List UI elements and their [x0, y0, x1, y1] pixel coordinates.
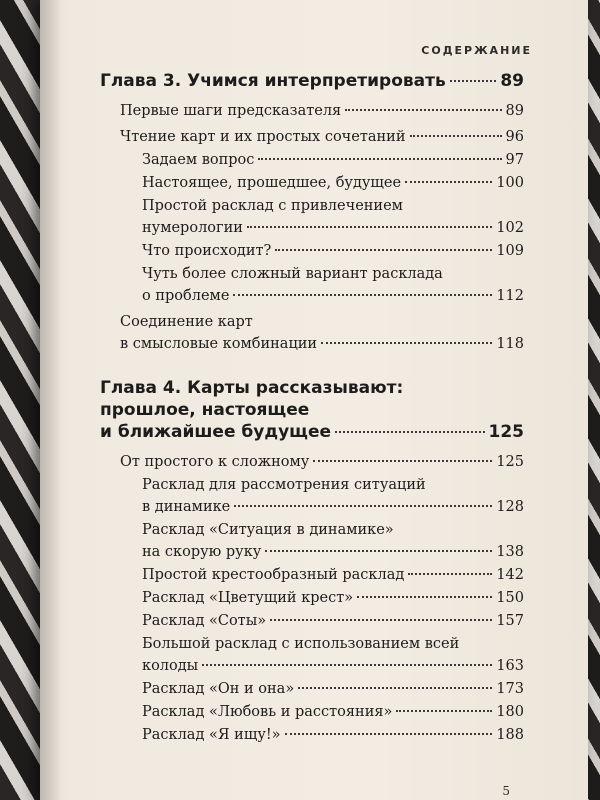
toc-subsection-page-number: 142 — [496, 567, 524, 583]
toc-subsection-page-number: 100 — [496, 175, 524, 191]
toc-subsection-text-line: Расклад «Он и она» — [142, 681, 295, 697]
toc-subsection — [142, 610, 524, 632]
toc-subsection — [142, 633, 524, 677]
dot-leader — [233, 294, 492, 296]
toc-subsection — [142, 149, 524, 171]
toc-subsection-text-line: Расклад для рассмотрения ситуаций — [142, 477, 426, 493]
toc-subsection — [142, 519, 524, 563]
toc-subsection-text-line: Что происходит? — [142, 243, 272, 259]
toc-section-page-number: 96 — [505, 129, 524, 145]
dot-leader — [234, 505, 492, 507]
toc-subsection-page-number: 180 — [496, 704, 524, 720]
book-page — [40, 0, 588, 800]
toc-subsection-text-line: Настоящее, прошедшее, будущее — [142, 175, 402, 191]
dot-leader — [357, 596, 492, 598]
dot-leader — [258, 158, 501, 160]
toc-subsection-page-number: 150 — [496, 590, 524, 606]
toc-subsection-page-number: 173 — [496, 681, 524, 697]
toc-subsection-text-line: нумерологии — [142, 220, 243, 236]
chapter-heading-text-line: и ближайшее будущее — [100, 422, 332, 442]
chapter-heading — [100, 70, 524, 92]
chapter-heading-page-number: 89 — [500, 71, 524, 91]
dot-leader — [335, 431, 484, 433]
toc-section-text-line: в смысловые комбинации — [120, 336, 318, 352]
toc-subsection-page-number: 188 — [496, 727, 524, 743]
toc-subsection-text-line: на скорую руку — [142, 544, 262, 560]
dot-leader — [408, 573, 492, 575]
toc-section-text-line: От простого к сложному — [120, 454, 310, 470]
toc-subsection — [142, 724, 524, 746]
toc-subsection — [142, 678, 524, 700]
toc-subsection — [142, 587, 524, 609]
toc-subsection-page-number: 128 — [496, 499, 524, 515]
toc-subsection-text-line: Чуть более сложный вариант расклада — [142, 266, 443, 282]
page-number: 5 — [502, 784, 510, 798]
table-of-contents — [100, 70, 524, 746]
toc-subsection-text-line: Задаем вопрос — [142, 152, 255, 168]
toc-subsection — [142, 263, 524, 307]
dot-leader — [202, 664, 492, 666]
toc-subsection — [142, 564, 524, 586]
toc-subsection-page-number: 163 — [496, 658, 524, 674]
toc-subsection-text-line: Расклад «Ситуация в динамике» — [142, 522, 394, 538]
toc-subsection-text-line: в динамике — [142, 499, 231, 515]
toc-subsection-page-number: 112 — [496, 288, 524, 304]
dot-leader — [285, 733, 493, 735]
toc-subsection — [142, 240, 524, 262]
toc-subsection-text-line: Расклад «Цветущий крест» — [142, 590, 354, 606]
dot-leader — [298, 687, 492, 689]
toc-section-page-number: 118 — [496, 336, 524, 352]
dot-leader — [410, 135, 502, 137]
toc-section-page-number: 125 — [496, 454, 524, 470]
toc-subsection-text-line: Большой расклад с использованием всей — [142, 636, 460, 652]
toc-subsection — [142, 172, 524, 194]
toc-subsection-text-line: Расклад «Я ищу!» — [142, 727, 281, 743]
dot-leader — [313, 460, 492, 462]
running-head: СОДЕРЖАНИЕ — [421, 44, 532, 57]
dot-leader — [405, 181, 492, 183]
toc-subsection-page-number: 138 — [496, 544, 524, 560]
toc-section-page-number: 89 — [505, 103, 524, 119]
toc-section — [120, 100, 524, 122]
toc-subsection — [142, 701, 524, 723]
dot-leader — [247, 226, 492, 228]
toc-subsection-page-number: 97 — [505, 152, 524, 168]
toc-subsection-text-line: колоды — [142, 658, 199, 674]
toc-section-text-line: Чтение карт и их простых сочетаний — [120, 129, 406, 145]
toc-subsection-page-number: 109 — [496, 243, 524, 259]
toc-section — [120, 311, 524, 355]
toc-subsection-page-number: 102 — [496, 220, 524, 236]
dot-leader — [396, 710, 492, 712]
chapter-heading — [100, 377, 524, 443]
page-gutter-shadow — [40, 0, 62, 800]
dot-leader — [275, 249, 492, 251]
dot-leader — [270, 619, 492, 621]
toc-section-text-line: Первые шаги предсказателя — [120, 103, 342, 119]
toc-section — [120, 126, 524, 148]
toc-subsection — [142, 474, 524, 518]
chapter-heading-text-line: Глава 4. Карты рассказывают: — [100, 378, 404, 398]
toc-subsection-text-line: о проблеме — [142, 288, 230, 304]
toc-section — [120, 451, 524, 473]
chapter-heading-text-line: прошлое, настоящее — [100, 400, 310, 420]
toc-subsection-page-number: 157 — [496, 613, 524, 629]
dot-leader — [321, 342, 492, 344]
toc-subsection-text-line: Простой крестообразный расклад — [142, 567, 405, 583]
chapter-heading-page-number: 125 — [488, 422, 524, 442]
toc-subsection-text-line: Простой расклад с привлечением — [142, 198, 403, 214]
dot-leader — [450, 80, 497, 82]
toc-section-text-line: Соединение карт — [120, 314, 253, 330]
toc-subsection-text-line: Расклад «Соты» — [142, 613, 267, 629]
chapter-heading-text-line: Глава 3. Учимся интерпретировать — [100, 71, 446, 91]
dot-leader — [345, 109, 501, 111]
dot-leader — [265, 550, 492, 552]
toc-subsection — [142, 195, 524, 239]
toc-subsection-text-line: Расклад «Любовь и расстояния» — [142, 704, 393, 720]
